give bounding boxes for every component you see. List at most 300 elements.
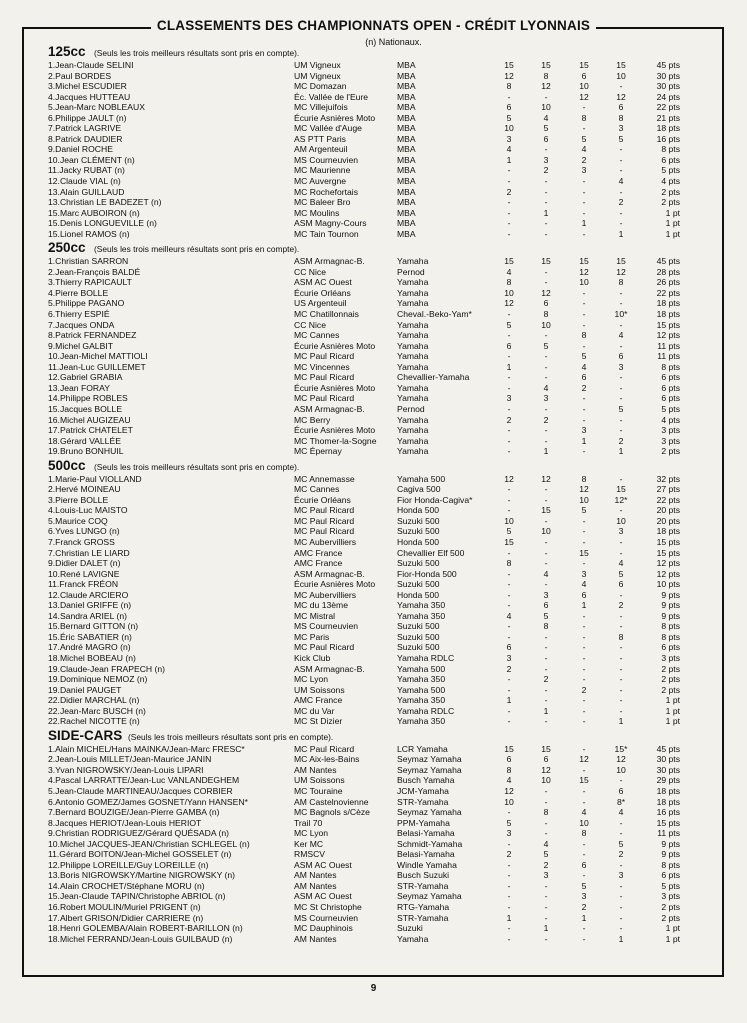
round-4-points: 15 bbox=[616, 484, 626, 495]
club-name: ASM Armagnac-B. bbox=[294, 403, 365, 414]
standings-row bbox=[0, 685, 747, 696]
club-name: MS Courneuvien bbox=[294, 621, 359, 632]
rider-name: 14.Sandra ARIEL (n) bbox=[48, 610, 127, 621]
round-4-points: 10 bbox=[616, 515, 626, 526]
rider-name: 1.Christian SARRON bbox=[48, 256, 129, 267]
machine-name: Yamaha RDLC bbox=[397, 705, 455, 716]
standings-row bbox=[0, 579, 747, 590]
club-name: MC Paul Ricard bbox=[294, 505, 355, 516]
round-1-points: 4 bbox=[506, 144, 512, 155]
round-3-points: 5 bbox=[581, 351, 587, 362]
rider-name: 7.Christian LE LIARD bbox=[48, 547, 130, 558]
rider-name: 6.Antonio GOMEZ/James GOSNET/Yann HANSEN* bbox=[48, 796, 248, 807]
round-1-points: 3 bbox=[506, 133, 512, 144]
machine-name: Seymaz Yamaha bbox=[397, 807, 462, 818]
round-3-points: 6 bbox=[581, 589, 587, 600]
total-points: 9 pts bbox=[661, 849, 680, 860]
round-4-points: 2 bbox=[618, 600, 624, 611]
club-name: MC Vallée d'Auge bbox=[294, 123, 362, 134]
rider-name: 15.Marc AUBOIRON (n) bbox=[48, 207, 140, 218]
round-1-points: 12 bbox=[504, 473, 514, 484]
club-name: MC Paul Ricard bbox=[294, 743, 355, 754]
club-name: AMC France bbox=[294, 695, 343, 706]
machine-name: Yamaha bbox=[397, 351, 429, 362]
club-name: MC Cannes bbox=[294, 484, 340, 495]
round-1-points: - bbox=[507, 705, 511, 716]
club-name: MC Moulins bbox=[294, 207, 340, 218]
round-4-points: - bbox=[619, 81, 623, 92]
standings-row bbox=[0, 134, 747, 145]
round-3-points: - bbox=[582, 403, 586, 414]
standings-row bbox=[0, 870, 747, 881]
machine-name: Cagiva 500 bbox=[397, 484, 441, 495]
standings-row bbox=[0, 913, 747, 924]
round-4-points: - bbox=[619, 912, 623, 923]
round-2-points: 12 bbox=[541, 81, 551, 92]
round-4-points: 12 bbox=[616, 266, 626, 277]
round-4-points: 2 bbox=[618, 849, 624, 860]
round-1-points: - bbox=[507, 176, 511, 187]
round-2-points: - bbox=[544, 558, 548, 569]
total-points: 12 pts bbox=[656, 558, 680, 569]
rider-name: 15.Jacques BOLLE bbox=[48, 403, 123, 414]
club-name: MC Paul Ricard bbox=[294, 526, 355, 537]
round-1-points: - bbox=[507, 207, 511, 218]
standings-row bbox=[0, 495, 747, 506]
section-note: (Seuls les trois meilleurs résultats sont pris en compte). bbox=[94, 48, 300, 58]
total-points: 45 pts bbox=[656, 256, 680, 267]
round-1-points: - bbox=[507, 435, 511, 446]
standings-row bbox=[0, 828, 747, 839]
round-2-points: - bbox=[544, 176, 548, 187]
round-3-points: 15 bbox=[579, 256, 589, 267]
round-3-points: - bbox=[582, 870, 586, 881]
rider-name: 2.Jean-Louis MILLET/Jean-Maurice JANIN bbox=[48, 754, 212, 765]
round-1-points: 3 bbox=[506, 393, 512, 404]
standings-row bbox=[0, 891, 747, 902]
rider-name: 17.André MAGRO (n) bbox=[48, 642, 131, 653]
club-name: MC Domazan bbox=[294, 81, 347, 92]
club-name: MC Paul Ricard bbox=[294, 351, 355, 362]
round-1-points: 6 bbox=[506, 340, 512, 351]
standings-row bbox=[0, 674, 747, 685]
machine-name: Yamaha 500 bbox=[397, 684, 446, 695]
round-1-points: - bbox=[507, 674, 511, 685]
rider-name: 17.Patrick CHATELET bbox=[48, 425, 133, 436]
round-4-points: - bbox=[619, 880, 623, 891]
standings-row bbox=[0, 744, 747, 755]
machine-name: Suzuki 500 bbox=[397, 515, 440, 526]
rider-name: 10.Michel JACQUES-JEAN/Christian SCHLEGEL (n) bbox=[48, 838, 250, 849]
round-1-points: - bbox=[507, 372, 511, 383]
round-4-points: 4 bbox=[618, 558, 624, 569]
rider-name: 13.Jean FORAY bbox=[48, 382, 110, 393]
round-1-points: 1 bbox=[506, 361, 512, 372]
total-points: 1 pt bbox=[665, 923, 680, 934]
club-name: ASM AC Ouest bbox=[294, 859, 352, 870]
total-points: 2 pts bbox=[661, 446, 680, 457]
total-points: 8 pts bbox=[661, 361, 680, 372]
round-3-points: 8 bbox=[581, 112, 587, 123]
rider-name: 6.Thierry ESPIÉ bbox=[48, 309, 110, 320]
total-points: 30 pts bbox=[656, 754, 680, 765]
round-3-points: - bbox=[582, 838, 586, 849]
rider-name: 12.Claude VIAL (n) bbox=[48, 176, 121, 187]
rider-name: 3.Yvan NIGROWSKY/Jean-Louis LIPARI bbox=[48, 764, 204, 775]
round-2-points: - bbox=[544, 515, 548, 526]
round-3-points: 4 bbox=[581, 579, 587, 590]
round-1-points: - bbox=[507, 589, 511, 600]
total-points: 6 pts bbox=[661, 642, 680, 653]
machine-name: MBA bbox=[397, 207, 416, 218]
club-name: MC Villejuifois bbox=[294, 102, 348, 113]
round-4-points: 4 bbox=[618, 807, 624, 818]
standings-row bbox=[0, 474, 747, 485]
round-4-points: - bbox=[619, 186, 623, 197]
round-3-points: - bbox=[582, 526, 586, 537]
club-name: MC Vincennes bbox=[294, 361, 350, 372]
round-2-points: 8 bbox=[543, 70, 549, 81]
round-4-points: 3 bbox=[618, 123, 624, 134]
club-name: MC Baleer Bro bbox=[294, 197, 351, 208]
rider-name: 9.Didier DALET (n) bbox=[48, 558, 121, 569]
machine-name: Yamaha bbox=[397, 393, 429, 404]
round-3-points: 3 bbox=[581, 891, 587, 902]
round-3-points: - bbox=[582, 621, 586, 632]
standings-row bbox=[0, 849, 747, 860]
round-2-points: - bbox=[544, 536, 548, 547]
round-4-points: 15 bbox=[616, 256, 626, 267]
round-2-points: - bbox=[544, 372, 548, 383]
rider-name: 3.Thierry RAPICAULT bbox=[48, 277, 132, 288]
round-3-points: - bbox=[582, 228, 586, 239]
total-points: 15 pts bbox=[656, 319, 680, 330]
round-4-points: 5 bbox=[618, 838, 624, 849]
machine-name: STR-Yamaha bbox=[397, 796, 449, 807]
round-4-points: 8 bbox=[618, 277, 624, 288]
round-4-points: 6 bbox=[618, 351, 624, 362]
round-3-points: - bbox=[582, 536, 586, 547]
total-points: 5 pts bbox=[661, 403, 680, 414]
standings-row bbox=[0, 155, 747, 166]
round-1-points: - bbox=[507, 91, 511, 102]
club-name: AM Nantes bbox=[294, 870, 337, 881]
round-1-points: 4 bbox=[506, 775, 512, 786]
round-3-points: - bbox=[582, 743, 586, 754]
section-note: (Seuls les trois meilleurs résultats sont pris en compte). bbox=[128, 731, 334, 742]
round-2-points: - bbox=[544, 484, 548, 495]
rider-name: 17.Albert GRISON/Didier CARRIERE (n) bbox=[48, 912, 204, 923]
round-2-points: - bbox=[544, 786, 548, 796]
machine-name: MBA bbox=[397, 133, 416, 144]
frame-bottom-rule bbox=[22, 975, 724, 977]
section-title: 125cc bbox=[48, 44, 86, 59]
rider-name: 9.Daniel ROCHE bbox=[48, 144, 113, 155]
machine-name: Busch Yamaha bbox=[397, 775, 455, 786]
standings-row bbox=[0, 860, 747, 871]
round-3-points: 2 bbox=[581, 684, 587, 695]
standings-row bbox=[0, 404, 747, 415]
rider-name: 10.René LAVIGNE bbox=[48, 568, 120, 579]
standings-row bbox=[0, 548, 747, 559]
round-1-points: 5 bbox=[506, 817, 512, 828]
club-name: Écurie Asnières Moto bbox=[294, 112, 376, 123]
machine-name: Belasi-Yamaha bbox=[397, 828, 455, 839]
round-4-points: 15* bbox=[614, 743, 628, 754]
standings-row bbox=[0, 309, 747, 320]
round-1-points: 3 bbox=[506, 652, 512, 663]
machine-name: Suzuki 500 bbox=[397, 642, 440, 653]
round-2-points: 15 bbox=[541, 743, 551, 754]
round-3-points: - bbox=[582, 933, 586, 944]
club-name: MC du Var bbox=[294, 705, 335, 716]
club-name: UM Soissons bbox=[294, 775, 345, 786]
club-name: AM Nantes bbox=[294, 880, 337, 891]
club-name: MC Maurienne bbox=[294, 165, 351, 176]
round-1-points: - bbox=[507, 425, 511, 436]
section-note: (Seuls les trois meilleurs résultats sont pris en compte). bbox=[94, 244, 300, 255]
round-3-points: - bbox=[582, 764, 586, 775]
club-name: ASM Armagnac-B. bbox=[294, 256, 365, 267]
club-name: MC Lyon bbox=[294, 828, 329, 839]
round-1-points: 4 bbox=[506, 266, 512, 277]
club-name: MC Aubervilliers bbox=[294, 589, 357, 600]
machine-name: Fior-Honda 500 bbox=[397, 568, 457, 579]
machine-name: Honda 500 bbox=[397, 536, 440, 547]
total-points: 11 pts bbox=[657, 340, 680, 351]
round-3-points: 5 bbox=[581, 133, 587, 144]
round-3-points: 10 bbox=[579, 277, 589, 288]
total-points: 3 pts bbox=[661, 652, 680, 663]
machine-name: Yamaha bbox=[397, 298, 429, 309]
standings-row bbox=[0, 446, 747, 457]
rider-name: 15.Jean-Claude TAPIN/Christophe ABRIOL (n) bbox=[48, 891, 226, 902]
club-name: MC Tain Tournon bbox=[294, 228, 359, 239]
round-1-points: - bbox=[507, 716, 511, 727]
round-1-points: 8 bbox=[506, 277, 512, 288]
total-points: 22 pts bbox=[656, 102, 680, 113]
round-1-points: 10 bbox=[504, 287, 514, 298]
round-2-points: 12 bbox=[541, 473, 551, 484]
round-1-points: - bbox=[507, 902, 511, 913]
rider-name: 15.Éric SABATIER (n) bbox=[48, 631, 132, 642]
rider-name: 11.Franck FRÉON bbox=[48, 579, 119, 590]
standings-row bbox=[0, 92, 747, 103]
standings-row bbox=[0, 176, 747, 187]
rider-name: 2.Hervé MOINEAU bbox=[48, 484, 121, 495]
standings-row bbox=[0, 516, 747, 527]
total-points: 30 pts bbox=[656, 81, 680, 92]
standings-row bbox=[0, 695, 747, 706]
round-4-points: 2 bbox=[618, 435, 624, 446]
round-1-points: 10 bbox=[504, 123, 514, 134]
round-2-points: 6 bbox=[543, 298, 549, 309]
machine-name: MBA bbox=[397, 144, 416, 155]
machine-name: MBA bbox=[397, 112, 416, 123]
round-4-points: 1 bbox=[618, 228, 624, 239]
machine-name: Busch Suzuki bbox=[397, 870, 450, 881]
standings-row bbox=[0, 256, 747, 267]
club-name: MC St Christophe bbox=[294, 902, 362, 913]
round-1-points: - bbox=[507, 579, 511, 590]
round-1-points: 5 bbox=[506, 319, 512, 330]
round-2-points: - bbox=[544, 494, 548, 505]
round-2-points: 15 bbox=[541, 256, 551, 267]
standings-row bbox=[0, 484, 747, 495]
round-3-points: 3 bbox=[581, 568, 587, 579]
round-3-points: 8 bbox=[581, 828, 587, 839]
club-name: Écurie Asnières Moto bbox=[294, 340, 376, 351]
round-2-points: 6 bbox=[543, 600, 549, 611]
round-3-points: - bbox=[582, 849, 586, 860]
round-4-points: - bbox=[619, 547, 623, 558]
rider-name: 6.Philippe JAULT (n) bbox=[48, 112, 127, 123]
club-name: CC Nice bbox=[294, 266, 326, 277]
round-3-points: 6 bbox=[581, 372, 587, 383]
total-points: 26 pts bbox=[656, 277, 680, 288]
machine-name: Yamaha bbox=[397, 425, 429, 436]
rider-name: 1.Alain MICHEL/Hans MAINKA/Jean-Marc FRESC* bbox=[48, 743, 245, 754]
round-4-points: 5 bbox=[618, 133, 624, 144]
round-3-points: - bbox=[582, 102, 586, 113]
rider-name: 15.Bernard GITTON (n) bbox=[48, 621, 139, 632]
club-name: MC Bagnols s/Cèze bbox=[294, 807, 370, 818]
round-3-points: 6 bbox=[581, 859, 587, 870]
round-3-points: - bbox=[582, 716, 586, 727]
round-4-points: 3 bbox=[618, 870, 624, 881]
rider-name: 8.Patrick DAUDIER bbox=[48, 133, 123, 144]
total-points: 11 pts bbox=[657, 828, 680, 839]
round-2-points: 2 bbox=[543, 859, 549, 870]
round-4-points: 8 bbox=[618, 112, 624, 123]
machine-name: Suzuki 500 bbox=[397, 558, 440, 569]
machine-name: Yamaha 350 bbox=[397, 600, 446, 611]
round-3-points: 15 bbox=[579, 60, 589, 70]
club-name: AMC France bbox=[294, 558, 343, 569]
rider-name: 11.Jacky RUBAT (n) bbox=[48, 165, 125, 176]
standings-row bbox=[0, 664, 747, 675]
round-2-points: - bbox=[544, 197, 548, 208]
round-3-points: 2 bbox=[581, 382, 587, 393]
standings-row bbox=[0, 611, 747, 622]
round-3-points: - bbox=[582, 393, 586, 404]
rider-name: 12.Gabriel GRABIA bbox=[48, 372, 123, 383]
total-points: 2 pts bbox=[661, 663, 680, 674]
round-3-points: - bbox=[582, 695, 586, 706]
round-2-points: - bbox=[544, 403, 548, 414]
round-2-points: 1 bbox=[543, 446, 549, 457]
round-3-points: - bbox=[582, 298, 586, 309]
club-name: ASM AC Ouest bbox=[294, 891, 352, 902]
machine-name: MBA bbox=[397, 123, 416, 134]
round-1-points: - bbox=[507, 568, 511, 579]
round-2-points: 15 bbox=[541, 505, 551, 516]
round-1-points: - bbox=[507, 807, 511, 818]
machine-name: Pernod bbox=[397, 266, 425, 277]
club-name: UM Soissons bbox=[294, 684, 345, 695]
round-4-points: - bbox=[619, 382, 623, 393]
rider-name: 18.Michel BOBEAU (n) bbox=[48, 652, 136, 663]
round-2-points: 12 bbox=[541, 764, 551, 775]
round-2-points: - bbox=[544, 652, 548, 663]
machine-name: MBA bbox=[397, 102, 416, 113]
round-4-points: - bbox=[619, 652, 623, 663]
machine-name: Yamaha 350 bbox=[397, 674, 446, 685]
page-subtitle: (n) Nationaux. bbox=[365, 37, 422, 47]
club-name: US Argenteuil bbox=[294, 298, 347, 309]
standings-row bbox=[0, 208, 747, 219]
section-title: 500cc bbox=[48, 457, 86, 473]
standings-row bbox=[0, 807, 747, 818]
round-4-points: - bbox=[619, 642, 623, 653]
round-3-points: 3 bbox=[581, 425, 587, 436]
machine-name: Yamaha 500 bbox=[397, 473, 446, 484]
round-3-points: 12 bbox=[579, 484, 589, 495]
round-2-points: - bbox=[544, 663, 548, 674]
standings-row bbox=[0, 81, 747, 92]
total-points: 1 pt bbox=[665, 218, 680, 229]
rider-name: 7.Franck GROSS bbox=[48, 536, 115, 547]
round-3-points: 12 bbox=[579, 754, 589, 765]
rider-name: 14.Philippe ROBLES bbox=[48, 393, 128, 404]
club-name: MC Cannes bbox=[294, 330, 340, 341]
total-points: 1 pt bbox=[665, 207, 680, 218]
total-points: 28 pts bbox=[656, 266, 680, 277]
total-points: 4 pts bbox=[661, 176, 680, 187]
round-2-points: - bbox=[544, 796, 548, 807]
round-1-points: 6 bbox=[506, 754, 512, 765]
club-name: MC Paul Ricard bbox=[294, 393, 355, 404]
club-name: Écurie Asnières Moto bbox=[294, 425, 376, 436]
round-1-points: 15 bbox=[504, 743, 514, 754]
round-4-points: 3 bbox=[618, 361, 624, 372]
total-points: 18 pts bbox=[656, 123, 680, 134]
total-points: 2 pts bbox=[661, 684, 680, 695]
total-points: 18 pts bbox=[656, 526, 680, 537]
total-points: 1 pt bbox=[665, 228, 680, 239]
round-4-points: 15 bbox=[616, 60, 626, 70]
total-points: 15 pts bbox=[656, 547, 680, 558]
round-4-points: 12 bbox=[616, 754, 626, 765]
round-1-points: 1 bbox=[506, 912, 512, 923]
total-points: 20 pts bbox=[656, 505, 680, 516]
club-name: ASM Magny-Cours bbox=[294, 218, 367, 229]
round-1-points: 15 bbox=[504, 536, 514, 547]
club-name: Ker MC bbox=[294, 838, 324, 849]
round-2-points: - bbox=[544, 817, 548, 828]
total-points: 30 pts bbox=[656, 764, 680, 775]
round-3-points: - bbox=[582, 319, 586, 330]
round-1-points: 1 bbox=[506, 154, 512, 165]
round-1-points: 2 bbox=[506, 849, 512, 860]
round-3-points: - bbox=[582, 610, 586, 621]
round-2-points: 3 bbox=[543, 154, 549, 165]
standings-row bbox=[0, 642, 747, 653]
round-4-points: - bbox=[619, 207, 623, 218]
round-4-points: 12 bbox=[616, 91, 626, 102]
standings-row bbox=[0, 775, 747, 786]
machine-name: MBA bbox=[397, 228, 416, 239]
round-1-points: - bbox=[507, 600, 511, 611]
machine-name: Yamaha bbox=[397, 382, 429, 393]
total-points: 6 pts bbox=[661, 372, 680, 383]
round-3-points: - bbox=[582, 446, 586, 457]
round-1-points: - bbox=[507, 484, 511, 495]
machine-name: Yamaha 350 bbox=[397, 716, 446, 727]
page-number: 9 bbox=[370, 983, 377, 994]
round-4-points: - bbox=[619, 414, 623, 425]
club-name: Kick Club bbox=[294, 652, 331, 663]
